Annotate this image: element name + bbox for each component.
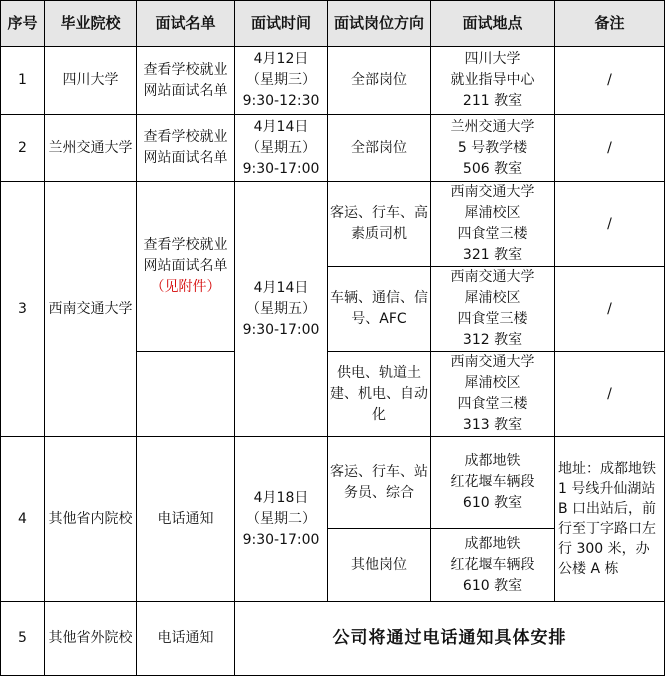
cell-list: 电话通知 bbox=[137, 602, 235, 676]
cell-list: 查看学校就业网站面试名单 bbox=[137, 115, 235, 182]
cell-position: 客运、行车、站务员、综合 bbox=[328, 437, 431, 529]
cell-location: 西南交通大学 犀浦校区 四食堂三楼 312 教室 bbox=[431, 267, 555, 352]
cell-position: 全部岗位 bbox=[328, 47, 431, 115]
cell-time: 4月18日 （星期二） 9:30-17:00 bbox=[235, 437, 328, 602]
header-seq: 序号 bbox=[1, 1, 45, 47]
cell-location: 成都地铁 红花堰车辆段 610 教室 bbox=[431, 529, 555, 602]
cell-position: 全部岗位 bbox=[328, 115, 431, 182]
list-text: 查看学校就业网站面试名单 bbox=[143, 237, 228, 274]
cell-list: 查看学校就业网站面试名单 bbox=[137, 47, 235, 115]
cell-seq: 4 bbox=[1, 437, 45, 602]
header-time: 面试时间 bbox=[235, 1, 328, 47]
cell-location: 四川大学 就业指导中心 211 教室 bbox=[431, 47, 555, 115]
cell-location: 成都地铁 红花堰车辆段 610 教室 bbox=[431, 437, 555, 529]
header-position: 面试岗位方向 bbox=[328, 1, 431, 47]
cell-location: 西南交通大学 犀浦校区 四食堂三楼 313 教室 bbox=[431, 352, 555, 437]
cell-list-empty bbox=[137, 352, 235, 437]
cell-time: 4月14日 （星期五） 9:30-17:00 bbox=[235, 115, 328, 182]
cell-location: 兰州交通大学 5 号教学楼 506 教室 bbox=[431, 115, 555, 182]
header-school: 毕业院校 bbox=[45, 1, 137, 47]
attachment-note: （见附件） bbox=[150, 279, 221, 295]
cell-school: 四川大学 bbox=[45, 47, 137, 115]
cell-seq: 2 bbox=[1, 115, 45, 182]
header-row bbox=[1, 1, 665, 47]
cell-position: 车辆、通信、信号、AFC bbox=[328, 267, 431, 352]
cell-notes: / bbox=[555, 267, 665, 352]
cell-list: 电话通知 bbox=[137, 437, 235, 602]
header-location: 面试地点 bbox=[431, 1, 555, 47]
table-row bbox=[1, 437, 665, 529]
cell-list bbox=[137, 182, 235, 352]
table-row bbox=[1, 115, 665, 182]
cell-seq: 3 bbox=[1, 182, 45, 437]
cell-seq: 5 bbox=[1, 602, 45, 676]
cell-school: 其他省内院校 bbox=[45, 437, 137, 602]
cell-school: 其他省外院校 bbox=[45, 602, 137, 676]
cell-notes: / bbox=[555, 352, 665, 437]
table-row bbox=[1, 182, 665, 267]
cell-notes: / bbox=[555, 182, 665, 267]
cell-time: 4月12日 （星期三） 9:30-12:30 bbox=[235, 47, 328, 115]
cell-position: 客运、行车、高素质司机 bbox=[328, 182, 431, 267]
table-row bbox=[1, 47, 665, 115]
cell-school: 兰州交通大学 bbox=[45, 115, 137, 182]
phone-notice-announcement: 公司将通过电话通知具体安排 bbox=[235, 602, 665, 676]
cell-seq: 1 bbox=[1, 47, 45, 115]
table-row bbox=[1, 602, 665, 676]
cell-position: 供电、轨道土建、机电、自动化 bbox=[328, 352, 431, 437]
cell-notes-address: 地址：成都地铁 1 号线升仙湖站 B 口出站后，前行至丁字路口左行 300 米，办公楼 A 栋 bbox=[555, 437, 665, 602]
header-list: 面试名单 bbox=[137, 1, 235, 47]
header-notes: 备注 bbox=[555, 1, 665, 47]
cell-notes: / bbox=[555, 47, 665, 115]
cell-time: 4月14日 （星期五） 9:30-17:00 bbox=[235, 182, 328, 437]
cell-position: 其他岗位 bbox=[328, 529, 431, 602]
cell-school: 西南交通大学 bbox=[45, 182, 137, 437]
cell-location: 西南交通大学 犀浦校区 四食堂三楼 321 教室 bbox=[431, 182, 555, 267]
cell-notes: / bbox=[555, 115, 665, 182]
